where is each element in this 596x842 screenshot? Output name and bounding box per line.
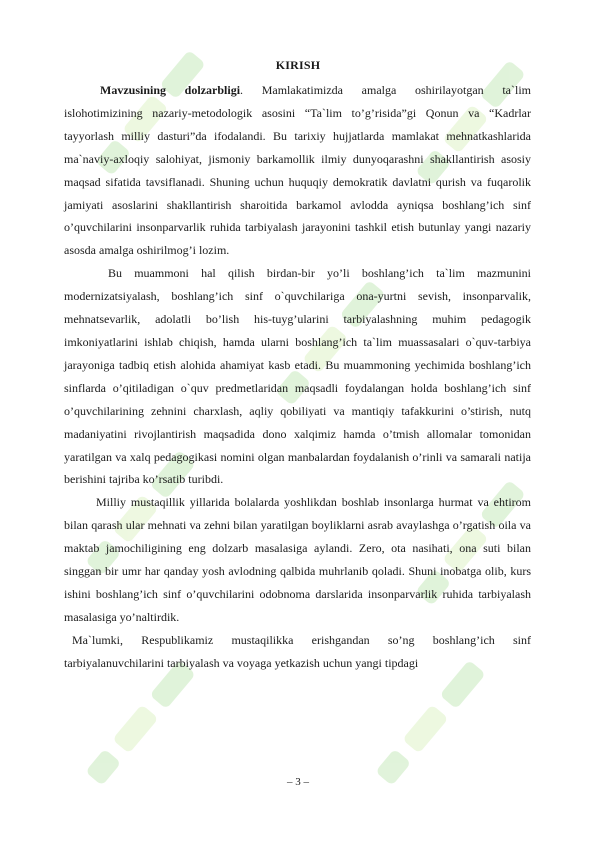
paragraph: Milliy mustaqillik yillarida bolalarda yoshlikdan boshlab insonlarga hurmat va ehtirom bilan qarash ular mehnati va zehni bilan yaratilgan boyliklarni asrab avaylashga o’rgatish oila va maktab jamochiligining eng dolzarb masalasiga aylandi. Zero, ota nasihati, ona suti bilan singgan bir umr har qanday yosh avlodning qalbida muhrlanib qoladi. Shuni inobatga olib, kurs ishini boshlang’ich sinf o’quvchilarini odobnoma darslarida insonparvarlik ruhida tarbiyalash masalasiga yo’naltirdik.	[64, 495, 531, 624]
paragraph: Bu muammoni hal qilish birdan-bir yo’li boshlang’ich ta`lim mazmunini modernizatsiyalash, boshlang’ich sinf o`quvchilariga ona-yurtni sevish, insonparvalik, mehnatsevarlik, adolatli bo’lish his-tuyg’ularini tarbiyalashning muhim pedagogik imkoniyatlarini ishlab chiqish, hamda ularni boshlang’ich ta`lim muassasalari o`quv-tarbiya jarayoniga tadbiq etish alohida ahamiyat kasb etadi. Bu muammoning yechimida boshlang’ich sinflarda o’qitiladigan o`quv predmetlaridan maqsadli foydalangan holda boshlang’ich sinf o’quvchilarining zehnini charxlash, aqliy qobiliyati va mantiqiy tafakkurini o’stirish, nutq madaniyatini rivojlantirish maqsadida dono xalqimiz hamda o’tmish allomalar tomonidan yaratilgan va xalq pedagogikasi nomini olgan manbalardan foydalanish o’rinli va samarali natija berishini tajriba ko’rsatib turibdi.	[64, 266, 531, 487]
paragraph	[64, 79, 531, 262]
paragraph: Ma`lumki, Respublikamiz mustaqilikka erishgandan so’ng boshlang’ich sinf tarbiyalanuvchilarini tarbiyalash va voyaga yetkazish uchun yangi tipdagi	[64, 632, 531, 670]
paragraph-lead: Mavzusining dolzarbligi	[100, 83, 241, 97]
section-title: KIRISH	[275, 58, 321, 72]
body-text	[64, 79, 531, 675]
paragraph-text: . Mamlakatimizda amalga oshirilayotgan ta`lim islohotimizining nazariy-metodologik asosini “Ta`lim to’g’risida”gi Qonun va “Kadrlar tayyorlash milliy dasturi”da ifodalandi. Bu tarixiy hujjatlarda mamlakat mehnatkashlarida ma`naviy-axloqiy salohiyat, jismoniy barkamollik ilmiy dunyoqarashni shakllantirish asosiy maqsad sifatida tavsiflanadi. Shuning uchun huquqiy demokratik davlatni qurish va fuqarolik jamiyati asoslarini shakllantirish sharoitida barkamol avlodda ayniqsa boshlang’ich sinf o’quvchilarini insonparvarlik ruhida tarbiyalash jarayonini tashkil etish butunlay yangi nazariy asosda amalga oshirilmog’i lozim.	[64, 83, 531, 258]
page-number: – 3 –	[287, 776, 309, 788]
